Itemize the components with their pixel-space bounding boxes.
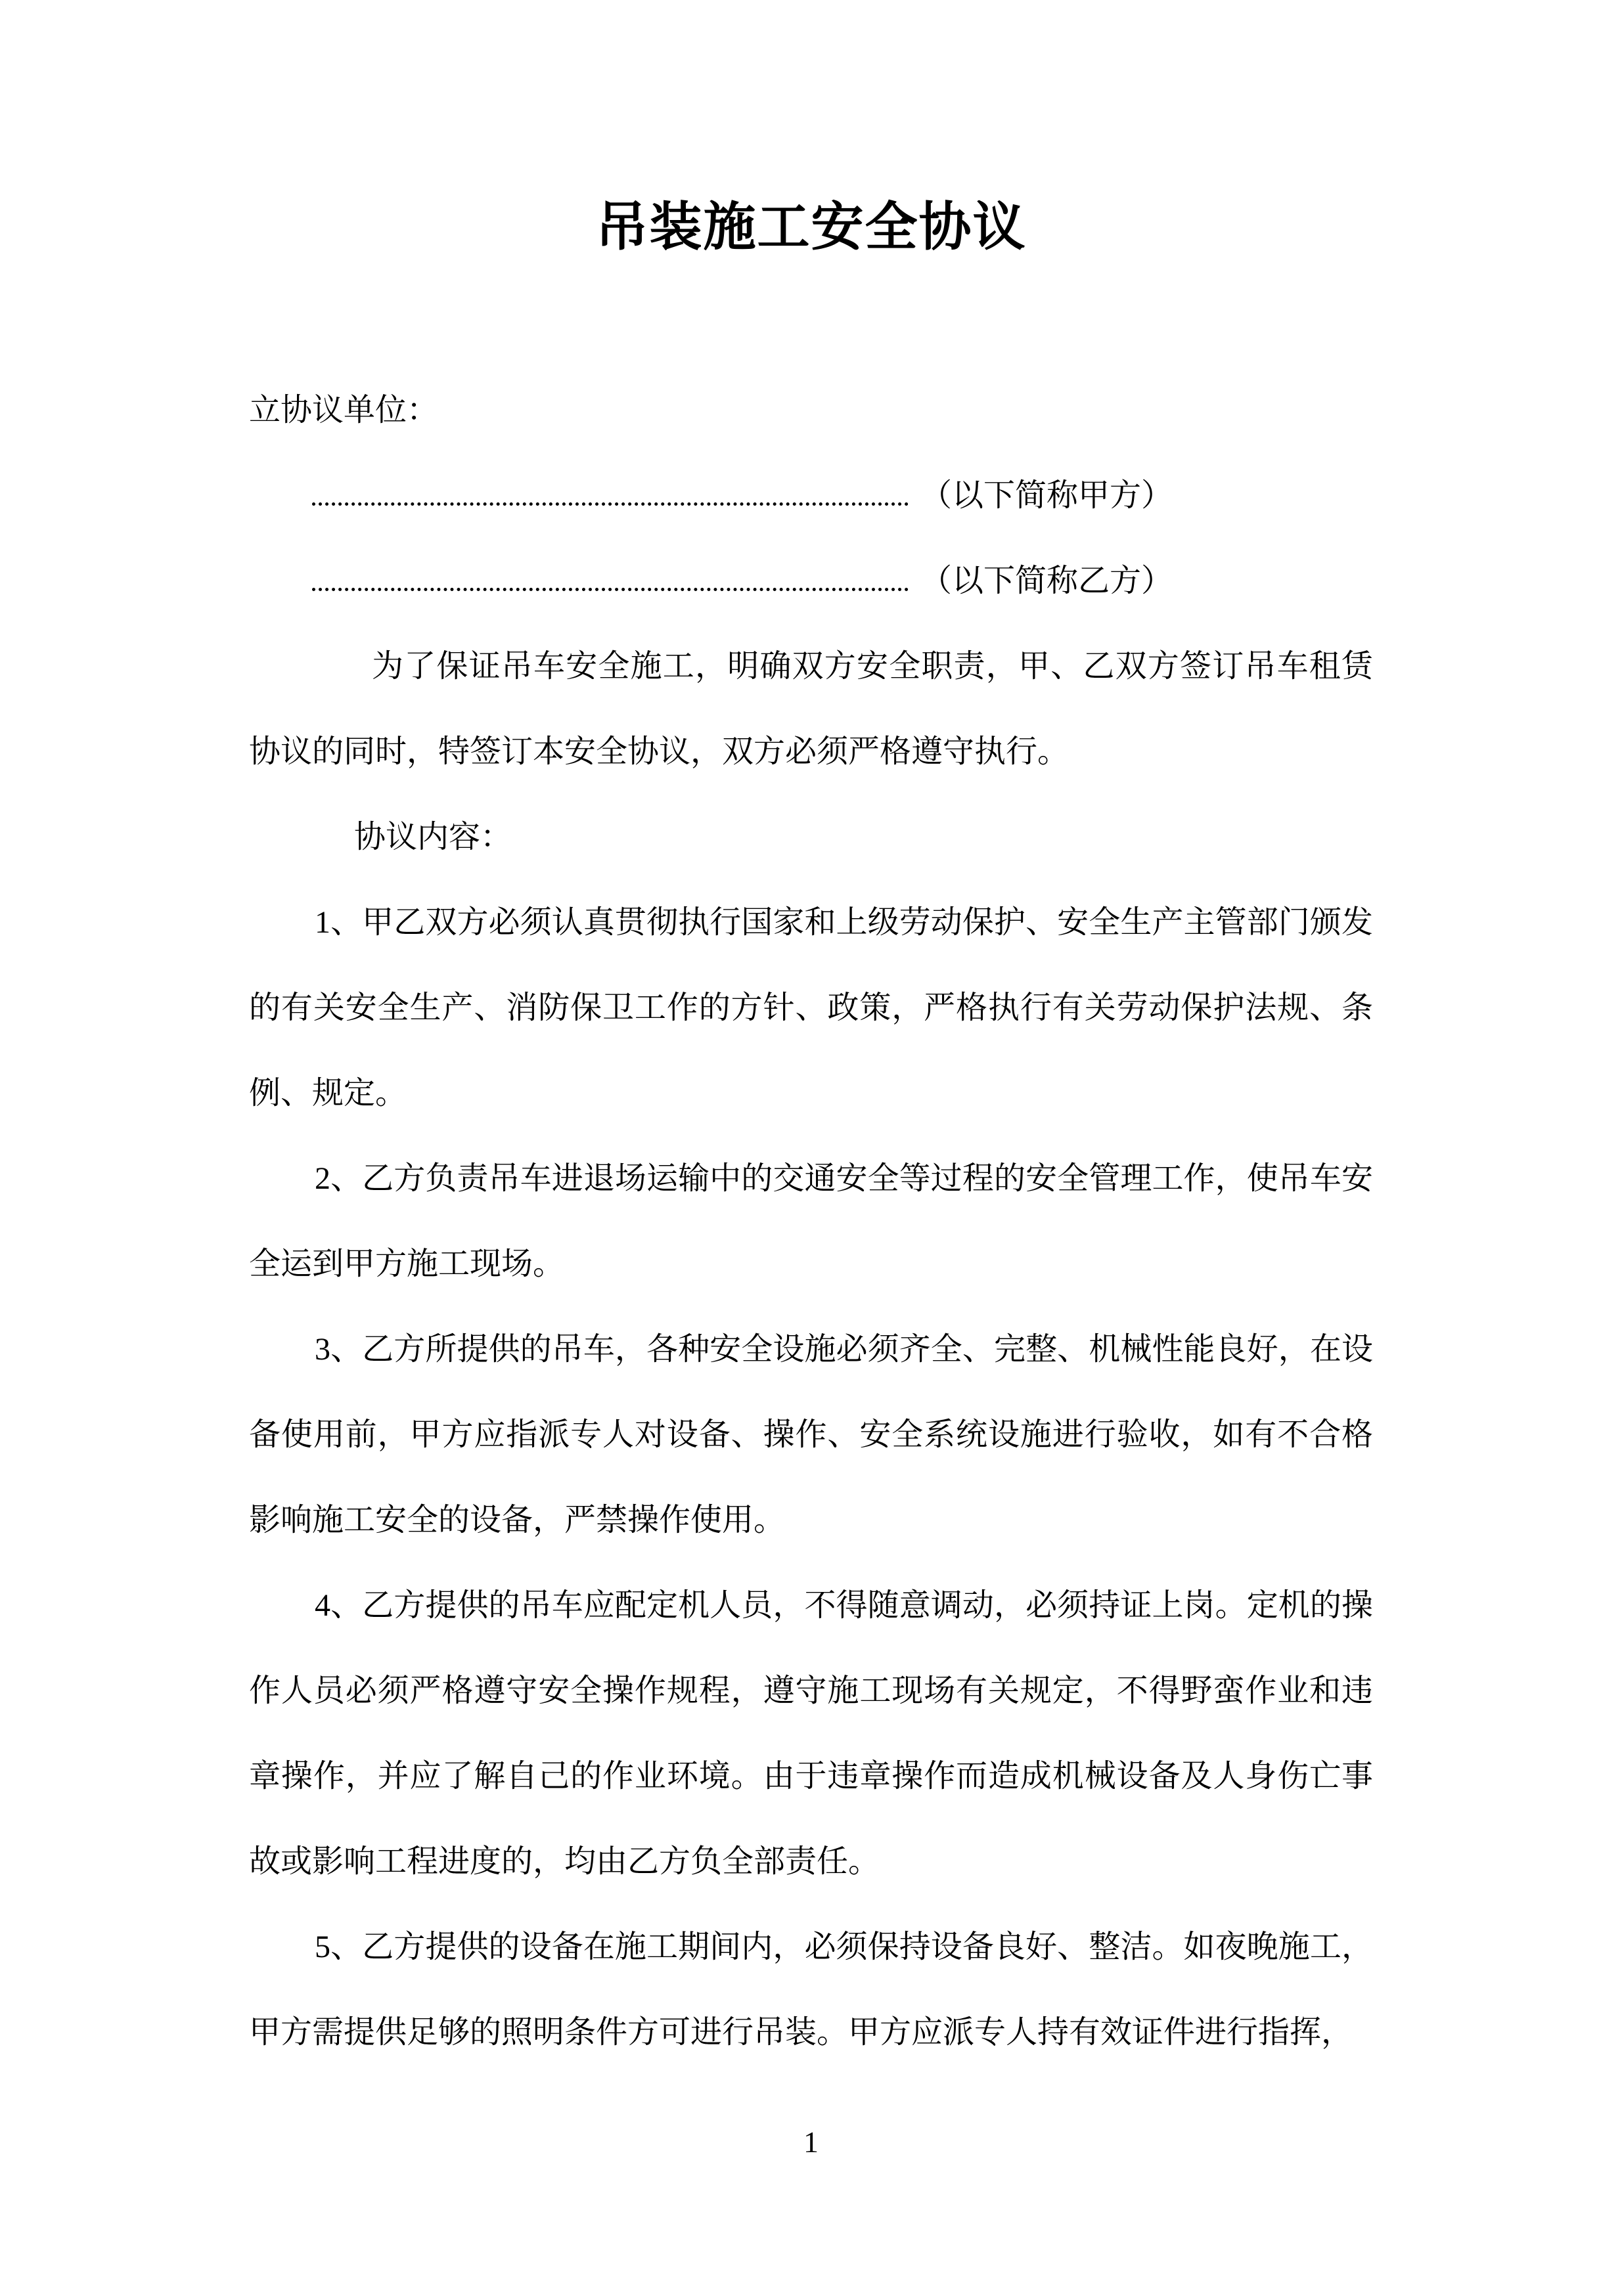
party-a-blank-field: [312, 502, 909, 506]
party-b-suffix-label: （以下简称乙方）: [920, 563, 1173, 598]
party-a-suffix-label: （以下简称甲方）: [920, 478, 1173, 513]
clause-5: 5、乙方提供的设备在施工期间内，必须保持设备良好、整洁。如夜晚施工，甲方需提供足够的照明条件方可进行吊装。甲方应派专人持有效证件进行指挥，: [249, 1930, 1373, 2050]
party-b-line: [249, 539, 1373, 624]
clause-1: 1、甲乙双方必须认真贯彻执行国家和上级劳动保护、安全生产主管部门颁发的有关安全生产、消防保卫工作的方针、政策，严格执行有关劳动保护法规、条例、规定。: [249, 905, 1373, 1111]
clause-4: 4、乙方提供的吊车应配定机人员，不得随意调动，必须持证上岗。定机的操作人员必须严格遵守安全操作规程，遵守施工现场有关规定，不得野蛮作业和违章操作，并应了解自己的作业环境。由于违章操作而造成机械设备及人身伤亡事故或影响工程进度的，均由乙方负全部责任。: [249, 1588, 1373, 1879]
content-heading: 协议内容：: [354, 820, 512, 854]
clause-2: 2、乙方负责吊车进退场运输中的交通安全等过程的安全管理工作，使吊车安全运到甲方施工现场。: [249, 1161, 1373, 1281]
party-a-line: [249, 453, 1373, 539]
page-number: 1: [803, 2125, 819, 2159]
clause-3: 3、乙方所提供的吊车，各种安全设施必须齐全、完整、机械性能良好，在设备使用前，甲方应指派专人对设备、操作、安全系统设施进行验收，如有不合格影响施工安全的设备，严禁操作使用。: [249, 1332, 1373, 1537]
party-b-blank-field: [312, 587, 909, 591]
document-title: 吊装施工安全协议: [595, 199, 1027, 257]
preamble-paragraph: 为了保证吊车安全施工，明确双方安全职责，甲、乙双方签订吊车租赁协议的同时，特签订本安全协议，双方必须严格遵守执行。: [249, 649, 1373, 769]
party-section-label: 立协议单位：: [249, 393, 439, 428]
document-body: [249, 368, 1373, 2075]
